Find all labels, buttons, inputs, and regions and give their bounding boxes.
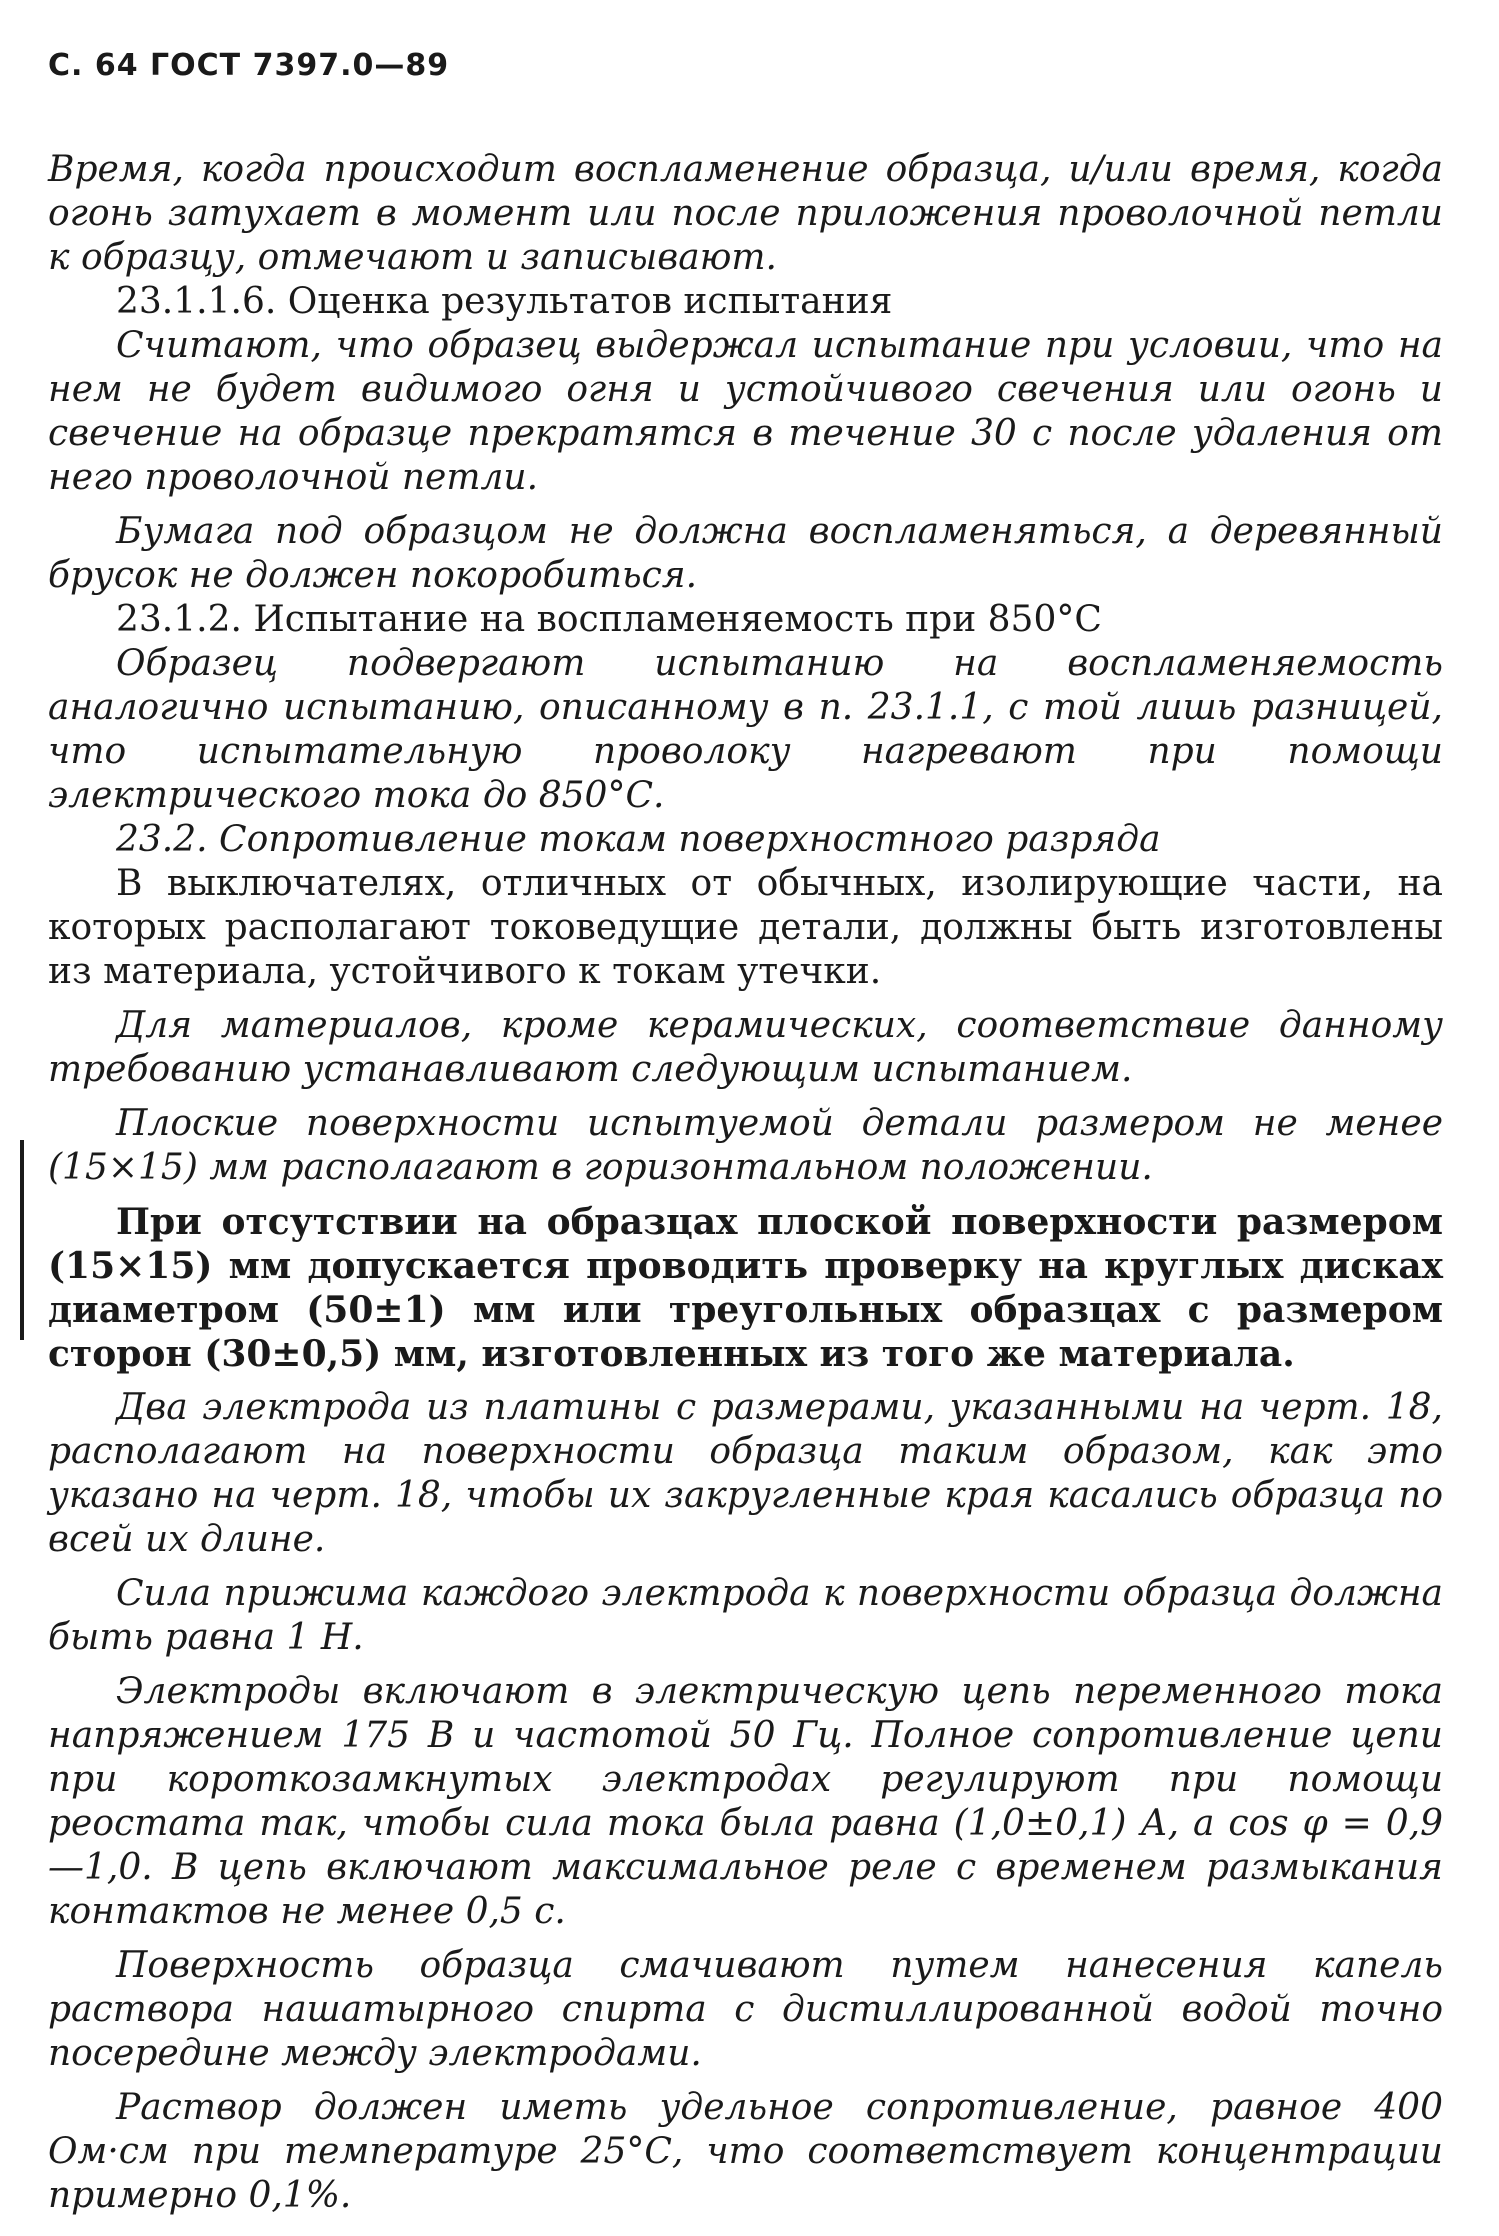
paragraph-solution: Раствор должен иметь удельное сопротивление, равное 400 Ом·см при температуре 25°С, что соответствует концентрации примерно 0,1%. xyxy=(48,2087,1443,2216)
paragraph-no-flat-surface: При отсутствии на образцах плоской поверхности размером (15×15) мм допускается проводить проверку на круглых дисках диаметром (50±1) мм или треугольных образцах с размером сторон (30±0,5) мм, изготовленных из того же материала. xyxy=(48,1201,1443,1375)
paragraph-ignition-time: Время, когда происходит воспламенение образца, и/или время, когда огонь затухает в момент или после приложения проволочной петли к образцу, отмечают и записывают. xyxy=(48,149,1443,278)
paragraph-pressure: Сила прижима каждого электрода к поверхности образца должна быть равна 1 Н. xyxy=(48,1573,1443,1658)
change-marker-bar xyxy=(20,1140,24,1340)
paragraph-paper: Бумага под образцом не должна воспламеняться, а деревянный брусок не должен покоробиться. xyxy=(48,511,1443,596)
paragraph-wetting: Поверхность образца смачивают путем нанесения капель раствора нашатырного спирта с дистиллированной водой точно посередине между электродами. xyxy=(48,1945,1443,2074)
document-body xyxy=(48,148,1443,2218)
paragraph-circuit: Электроды включают в электрическую цепь переменного тока напряжением 175 В и частотой 50 Гц. Полное сопротивление цепи при короткозамкнутых электродах регулируют при помощи реостата так, чтобы сила тока была равна (1,0±0,1) А, а cos φ = 0,9—1,0. В цепь включают максимальное реле с временем размыкания контактов не менее 0,5 с. xyxy=(48,1671,1443,1932)
paragraph-electrodes: Два электрода из платины с размерами, указанными на черт. 18, располагают на поверхности образца таким образом, как это указано на черт. 18, чтобы их закругленные края касались образца по всей их длине. xyxy=(48,1387,1443,1560)
paragraph-materials: Для материалов, кроме керамических, соответствие данному требованию устанавливают следующим испытанием. xyxy=(48,1005,1443,1090)
section-heading-23-2: 23.2. Сопротивление токам поверхностного разряда xyxy=(116,819,1161,860)
paragraph-switches: В выключателях, отличных от обычных, изолирующие части, на которых располагают токоведущие детали, должны быть изготовлены из материала, устойчивого к токам утечки. xyxy=(48,863,1443,992)
paragraph-evaluation: Считают, что образец выдержал испытание при условии, что на нем не будет видимого огня и устойчивого свечения или огонь и свечение на образце прекратятся в течение 30 с после удаления от него проволочной петли. xyxy=(48,325,1443,498)
paragraph-850-test: Образец подвергают испытанию на воспламеняемость аналогично испытанию, описанному в п. 23.1.1, с той лишь разницей, что испытательную проволоку нагревают при помощи электрического тока до 850°С. xyxy=(48,643,1443,816)
section-heading-23-1-2: 23.1.2. Испытание на воспламеняемость при 850°С xyxy=(116,599,1102,640)
section-heading-23-1-1-6: 23.1.1.6. Оценка результатов испытания xyxy=(116,281,893,322)
page-header: С. 64 ГОСТ 7397.0—89 xyxy=(48,48,450,83)
paragraph-flat-surfaces: Плоские поверхности испытуемой детали размером не менее (15×15) мм располагают в горизонтальном положении. xyxy=(48,1103,1443,1188)
